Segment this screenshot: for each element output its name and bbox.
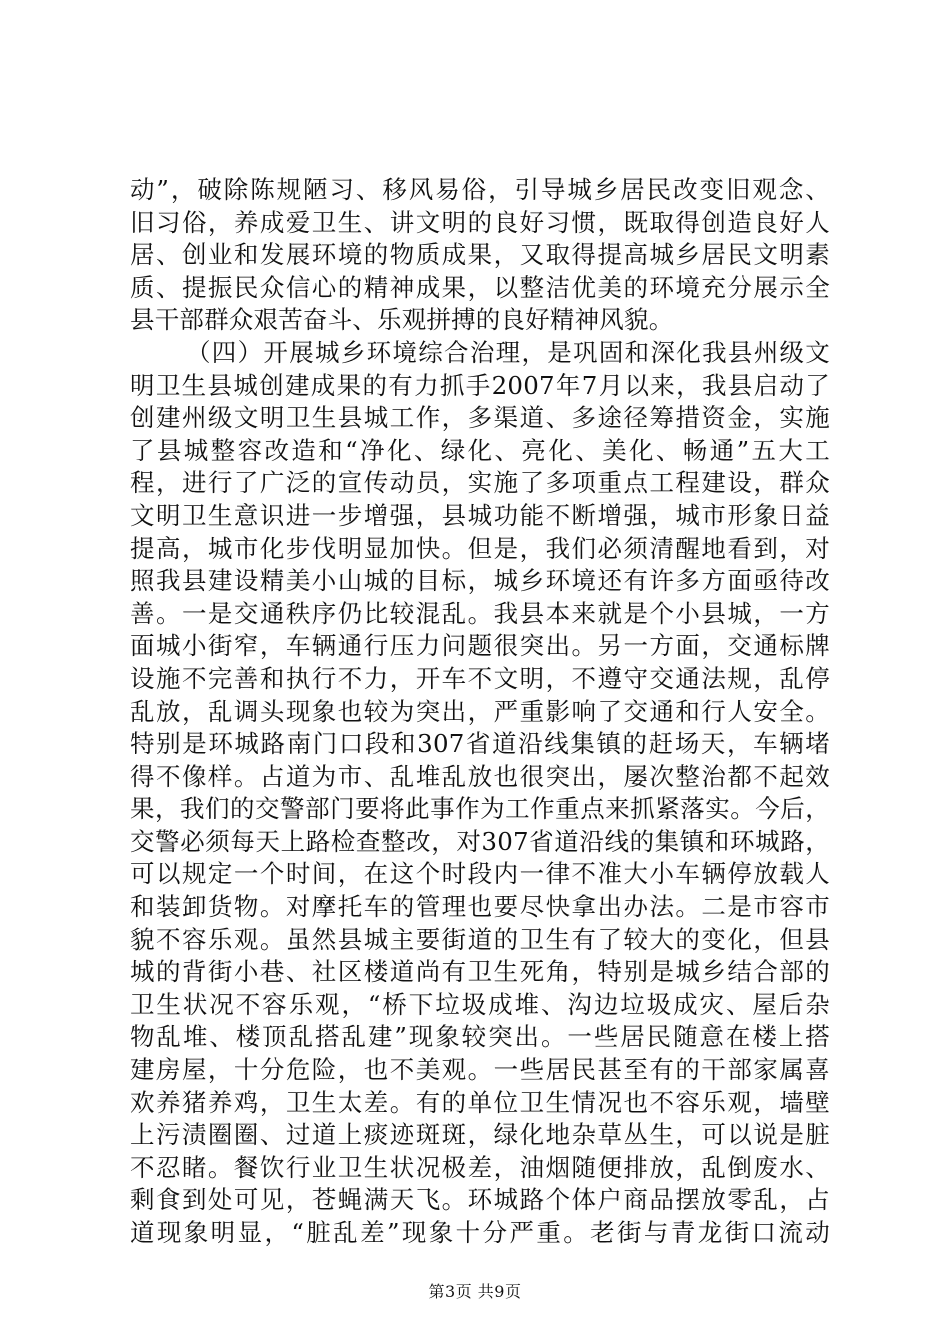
text-line: 质、提振民众信心的精神成果，以整洁优美的环境充分展示全 — [130, 272, 830, 302]
text-line: 城的背街小巷、社区楼道尚有卫生死角，特别是城乡结合部的 — [130, 957, 830, 987]
text-line: 设施不完善和执行不力，开车不文明，不遵守交通法规，乱停 — [130, 663, 830, 693]
text-line: 照我县建设精美小山城的目标，城乡环境还有许多方面亟待改 — [130, 566, 830, 596]
text-line: 貌不容乐观。虽然县城主要街道的卫生有了较大的变化，但县 — [130, 924, 830, 954]
text-line: 特别是环城路南门口段和307省道沿线集镇的赶场天，车辆堵 — [130, 729, 830, 759]
text-line: 和装卸货物。对摩托车的管理也要尽快拿出办法。二是市容市 — [130, 892, 830, 922]
text-line: 欢养猪养鸡，卫生太差。有的单位卫生情况也不容乐观，墙壁 — [130, 1087, 830, 1117]
text-line: 卫生状况不容乐观，“桥下垃圾成堆、沟边垃圾成灾、屋后杂 — [130, 989, 830, 1019]
text-line: 乱放，乱调头现象也较为突出，严重影响了交通和行人安全。 — [130, 696, 830, 726]
text-line: 了县城整容改造和“净化、绿化、亮化、美化、畅通”五大工 — [130, 435, 830, 465]
text-line: 可以规定一个时间，在这个时段内一律不准大小车辆停放载人 — [130, 859, 830, 889]
text-line: 动”，破除陈规陋习、移风易俗，引导城乡居民改变旧观念、 — [130, 175, 830, 204]
text-line: 文明卫生意识进一步增强，县城功能不断增强，城市形象日益 — [130, 500, 830, 530]
text-line: 建房屋，十分危险，也不美观。一些居民甚至有的干部家属喜 — [130, 1055, 830, 1085]
text-line: 剩食到处可见，苍蝇满天飞。环城路个体户商品摆放零乱，占 — [130, 1185, 830, 1215]
text-line: 提高，城市化步伐明显加快。但是，我们必须清醒地看到，对 — [130, 533, 830, 563]
text-line: 旧习俗，养成爱卫生、讲文明的良好习惯，既取得创造良好人 — [130, 207, 830, 237]
text-line: 得不像样。占道为市、乱堆乱放也很突出，屡次整治都不起效 — [130, 761, 830, 791]
text-line: 果，我们的交警部门要将此事作为工作重点来抓紧落实。今后， — [130, 794, 830, 824]
text-line: 不忍睹。餐饮行业卫生状况极差，油烟随便排放，乱倒废水、 — [130, 1152, 830, 1182]
text-line: 物乱堆、楼顶乱搭乱建”现象较突出。一些居民随意在楼上搭 — [130, 1022, 830, 1052]
text-line: 居、创业和发展环境的物质成果，又取得提高城乡居民文明素 — [130, 240, 830, 270]
text-line: 上污渍圈圈、过道上痰迹斑斑，绿化地杂草丛生，可以说是脏 — [130, 1120, 830, 1150]
document-body — [130, 174, 830, 1250]
text-line: 道现象明显，“脏乱差”现象十分严重。老街与青龙街口流动 — [130, 1218, 830, 1247]
text-line: 善。一是交通秩序仍比较混乱。我县本来就是个小县城，一方 — [130, 598, 830, 628]
text-line: 程，进行了广泛的宣传动员，实施了多项重点工程建设，群众 — [130, 468, 830, 498]
text-line: 创建州级文明卫生县城工作，多渠道、多途径筹措资金，实施 — [130, 403, 830, 433]
paragraph-start-line: （四）开展城乡环境综合治理，是巩固和深化我县州级文 — [186, 337, 830, 367]
text-line: 面城小街窄，车辆通行压力问题很突出。另一方面，交通标牌 — [130, 631, 830, 661]
text-line: 明卫生县城创建成果的有力抓手2007年7月以来，我县启动了 — [130, 370, 830, 400]
text-line: 交警必须每天上路检查整改，对307省道沿线的集镇和环城路， — [130, 826, 830, 856]
paragraph-end-line: 县干部群众艰苦奋斗、乐观拼搏的良好精神风貌。 — [130, 305, 674, 335]
page-number-footer: 第3页 共9页 — [428, 1282, 522, 1301]
